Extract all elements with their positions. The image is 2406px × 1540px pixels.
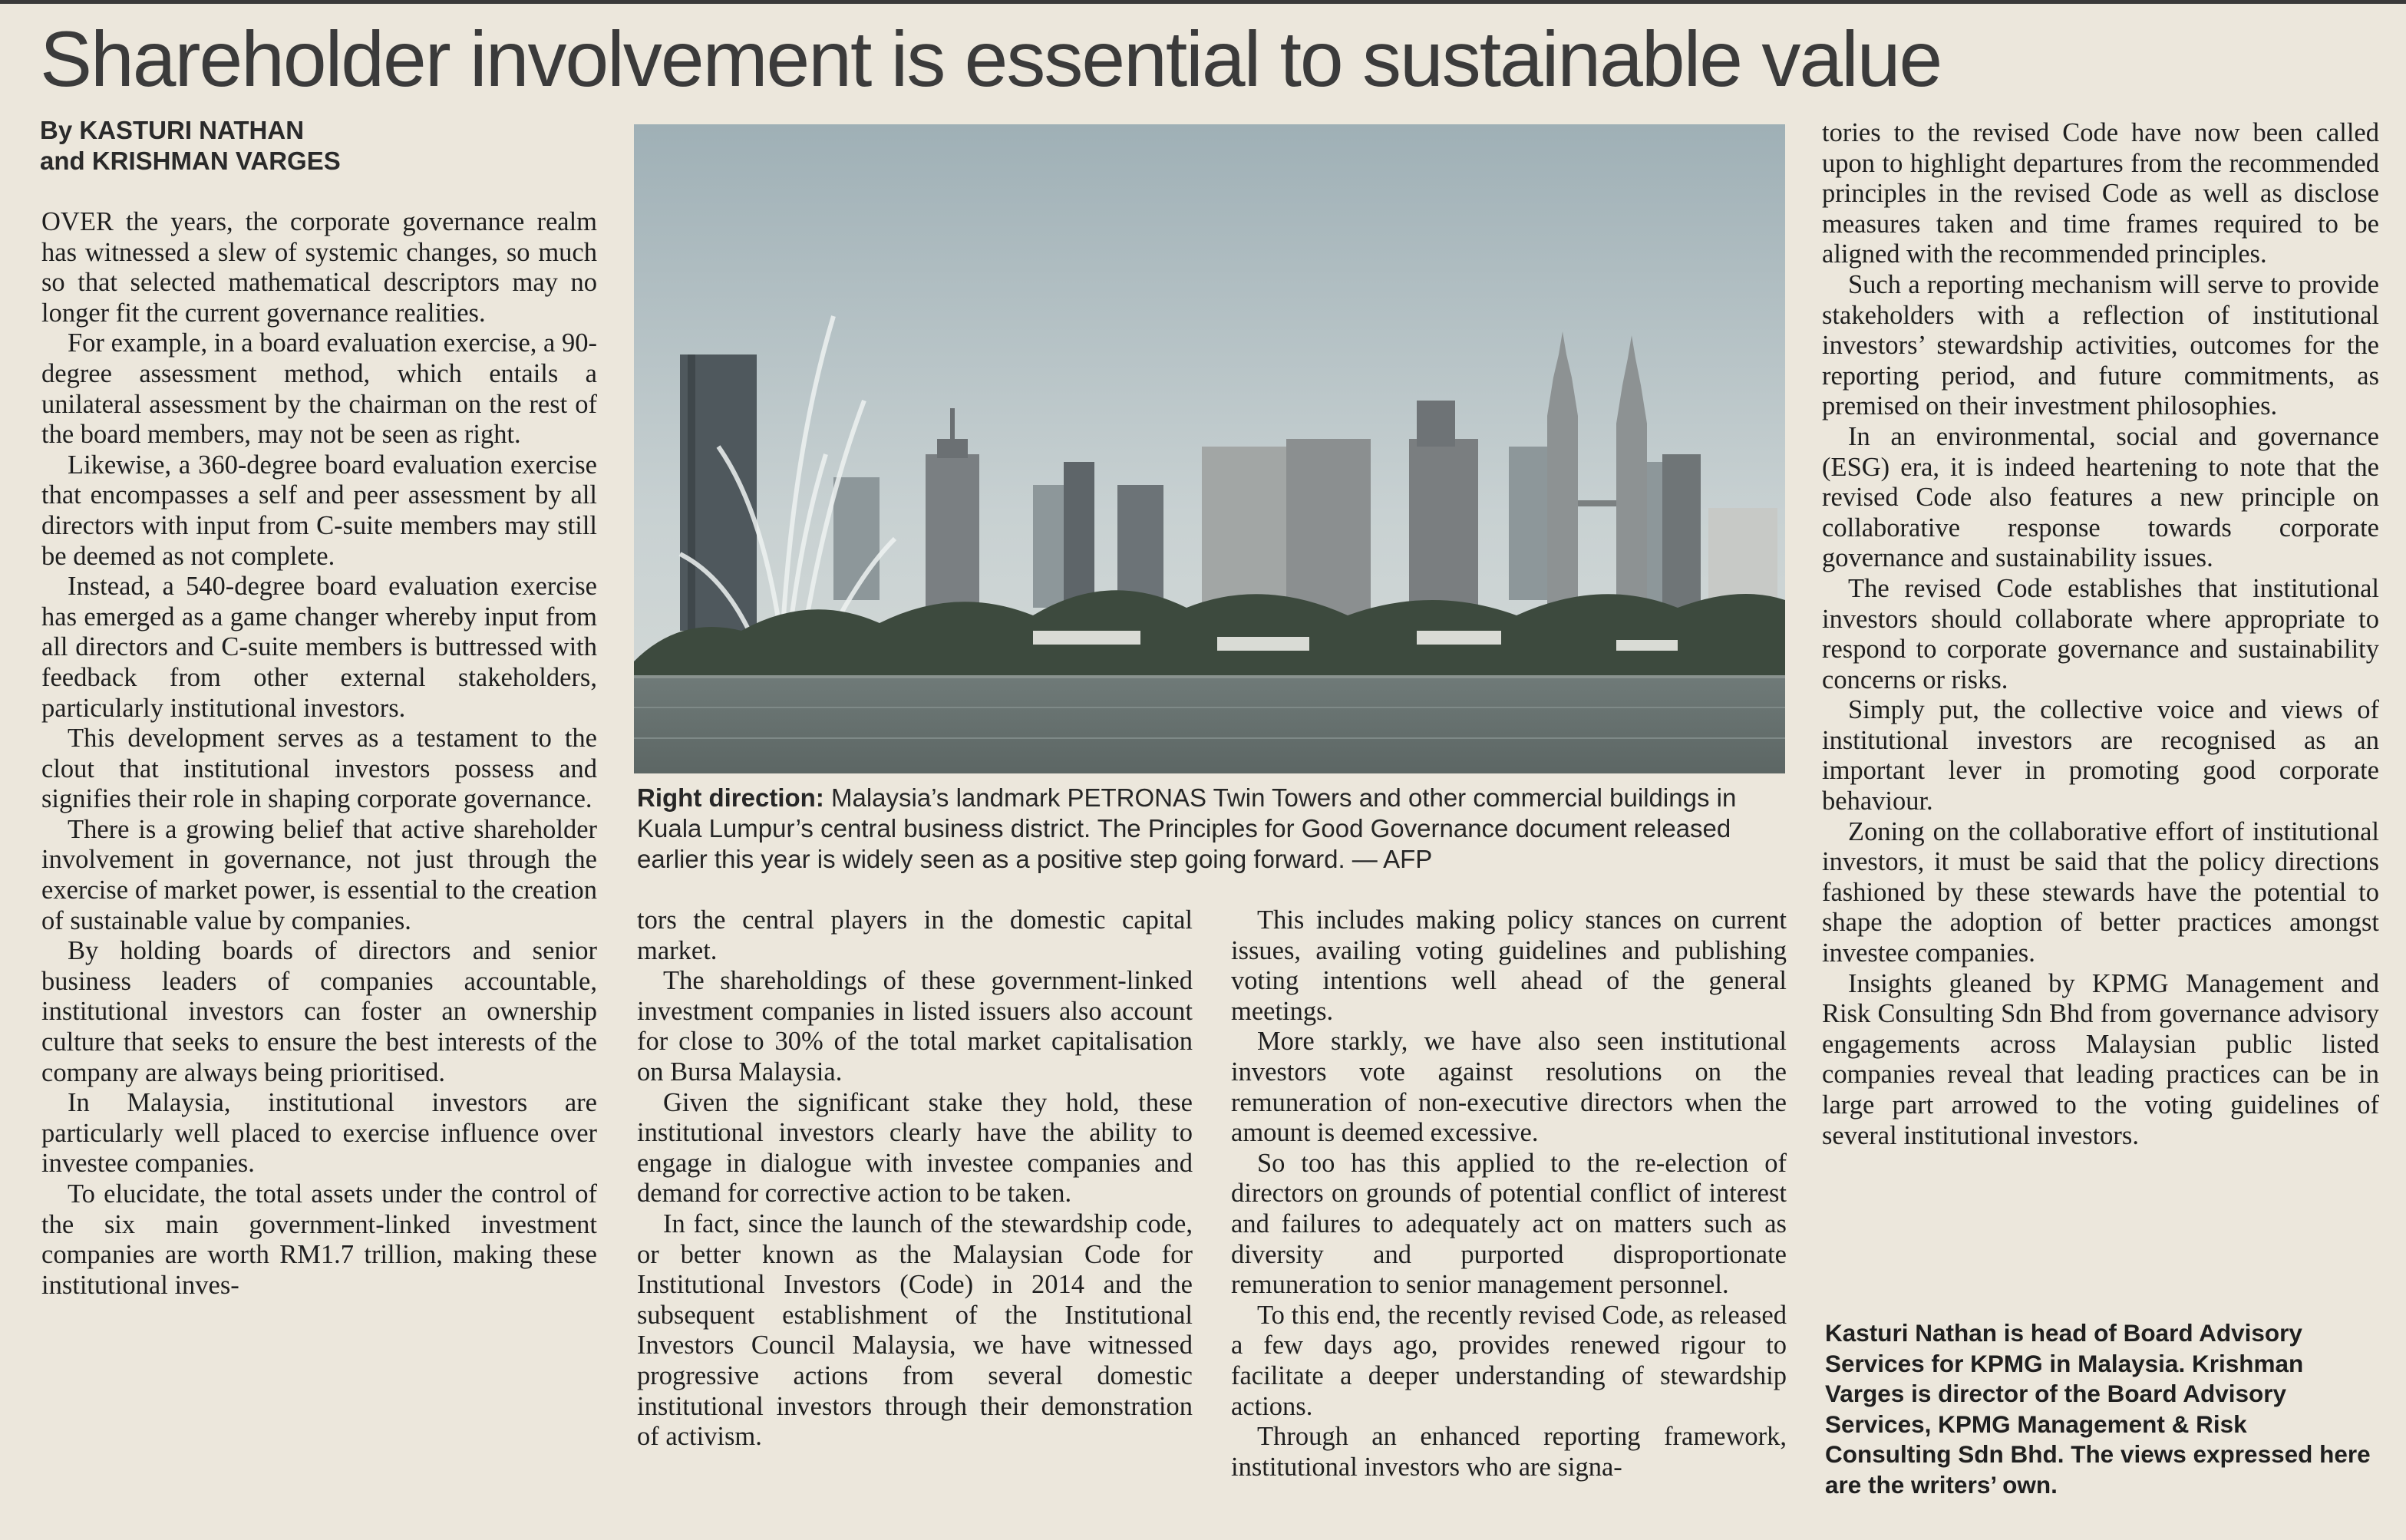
paragraph: Likewise, a 360-degree board evaluation exercise that encompasses a self and peer assessment by all directors with input from C-suite members may still be deemed as not complete. [41,450,597,571]
paragraph: Insights gleaned by KPMG Management and Risk Consulting Sdn Bhd from governance advisory engagements across Malaysian public listed companies reveal that leading practices can be in large part arrowed to the voting guidelines of several institutional investors. [1822,968,2379,1150]
paragraph: Simply put, the collective voice and views of institutional investors are recognised as an important lever in promoting good corporate behaviour. [1822,695,2379,816]
paragraph: In an environmental, social and governance (ESG) era, it is indeed heartening to note that the revised Code also features a new principle on collaborative response towards corporate governance and sustainability issues. [1822,421,2379,573]
paragraph: Such a reporting mechanism will serve to provide stakeholders with a reflection of institutional investors’ stewardship activities, outcomes for the reporting period, and future commitments, as premised on their investment philosophies. [1822,269,2379,421]
byline-line-1: By KASTURI NATHAN [40,116,305,144]
news-photo-kuala-lumpur-skyline [634,124,1785,773]
article-column-1 [41,207,597,1519]
paragraph: Through an enhanced reporting framework, institutional investors who are signa- [1231,1422,1787,1482]
caption-label: Right direction: [637,783,824,812]
paragraph: There is a growing belief that active shareholder involvement in governance, not just through the exercise of market power, is essential to the creation of sustainable value by companies. [41,814,597,935]
skyline-illustration [634,124,1785,773]
headline: Shareholder involvement is essential to sustainable value [40,15,1942,103]
paragraph: To this end, the recently revised Code, as released a few days ago, provides renewed rigour to facilitate a deeper understanding of stewardship actions. [1231,1300,1787,1421]
paragraph: The shareholdings of these government-linked investment companies in listed issuers also account for close to 30% of the total market capitalisation on Bursa Malaysia. [637,966,1193,1087]
paragraph: Instead, a 540-degree board evaluation exercise has emerged as a game changer whereby input from all directors and C-suite members is buttressed with feedback from other external stakeholders, particularly institutional investors. [41,572,597,723]
paragraph: By holding boards of directors and senior business leaders of companies accountable, institutional investors can foster an ownership culture that seeks to ensure the best interests of the company are always being prioritised. [41,936,597,1087]
paragraph: So too has this applied to the re-election of directors on grounds of potential conflict of interest and failures to adequately act on matters such as diversity and purported disproportionate remuneration to senior management personnel. [1231,1148,1787,1300]
article-column-2 [637,905,1193,1519]
caption-text: Malaysia’s landmark PETRONAS Twin Towers and other commercial buildings in Kuala Lumpur’s central business district. The Principles for Good Governance document released earlier this year is widely seen as a positive step going forward. — AFP [637,783,1737,873]
paragraph: This development serves as a testament to the clout that institutional investors possess and signifies their role in shaping corporate governance. [41,724,597,814]
byline-line-2: and KRISHMAN VARGES [40,147,341,175]
paragraph: tors the central players in the domestic capital market. [637,905,1193,965]
paragraph: In fact, since the launch of the stewardship code, or better known as the Malaysian Code for Institutional Investors (Code) in 2014 and the subsequent establishment of the Institutional Investors Council Malaysia, we have witnessed progressive actions from several domestic institutional investors through their demonstration of activism. [637,1209,1193,1452]
paragraph: Zoning on the collaborative effort of institutional investors, it must be said that the policy directions fashioned by these stewards have the potential to shape the adoption of better practices amongst investee companies. [1822,816,2379,968]
paragraph: This includes making policy stances on current issues, availing voting guidelines and publishing voting intentions well ahead of the general meetings. [1231,905,1787,1026]
paragraph: To elucidate, the total assets under the control of the six main government-linked investment companies are worth RM1.7 trillion, making these institutional inves- [41,1179,597,1300]
paragraph: OVER the years, the corporate governance realm has witnessed a slew of systemic changes, so much so that selected mathematical descriptors may no longer fit the current governance realities. [41,207,597,328]
photo-caption [637,783,1788,875]
top-rule [0,0,2406,4]
article-column-4 [1822,118,2379,1315]
paragraph: In Malaysia, institutional investors are particularly well placed to exercise influence over investee companies. [41,1088,597,1179]
paragraph: More starkly, we have also seen institutional investors vote against resolutions on the remuneration of non-executive directors when the amount is deemed excessive. [1231,1027,1787,1148]
paragraph: tories to the revised Code have now been called upon to highlight departures from the recommended principles in the revised Code as well as disclose measures taken and time frames required to be aligned with the recommended principles. [1822,118,2379,269]
paragraph: The revised Code establishes that institutional investors should collaborate where appropriate to respond to corporate governance and sustainability concerns or risks. [1822,573,2379,694]
author-bio: Kasturi Nathan is head of Board Advisory Services for KPMG in Malaysia. Krishman Varges is director of the Board Advisory Services, KPMG Management & Risk Consulting Sdn Bhd. The views expressed here are the writers’ own. [1825,1319,2371,1499]
byline [40,115,592,176]
article-column-3 [1231,905,1787,1519]
paragraph: For example, in a board evaluation exercise, a 90-degree assessment method, which entails a unilateral assessment by the chairman on the rest of the board members, may not be seen as right. [41,328,597,450]
paragraph: Given the significant stake they hold, these institutional investors clearly have the ability to engage in dialogue with investee companies and demand for corrective action to be taken. [637,1087,1193,1209]
